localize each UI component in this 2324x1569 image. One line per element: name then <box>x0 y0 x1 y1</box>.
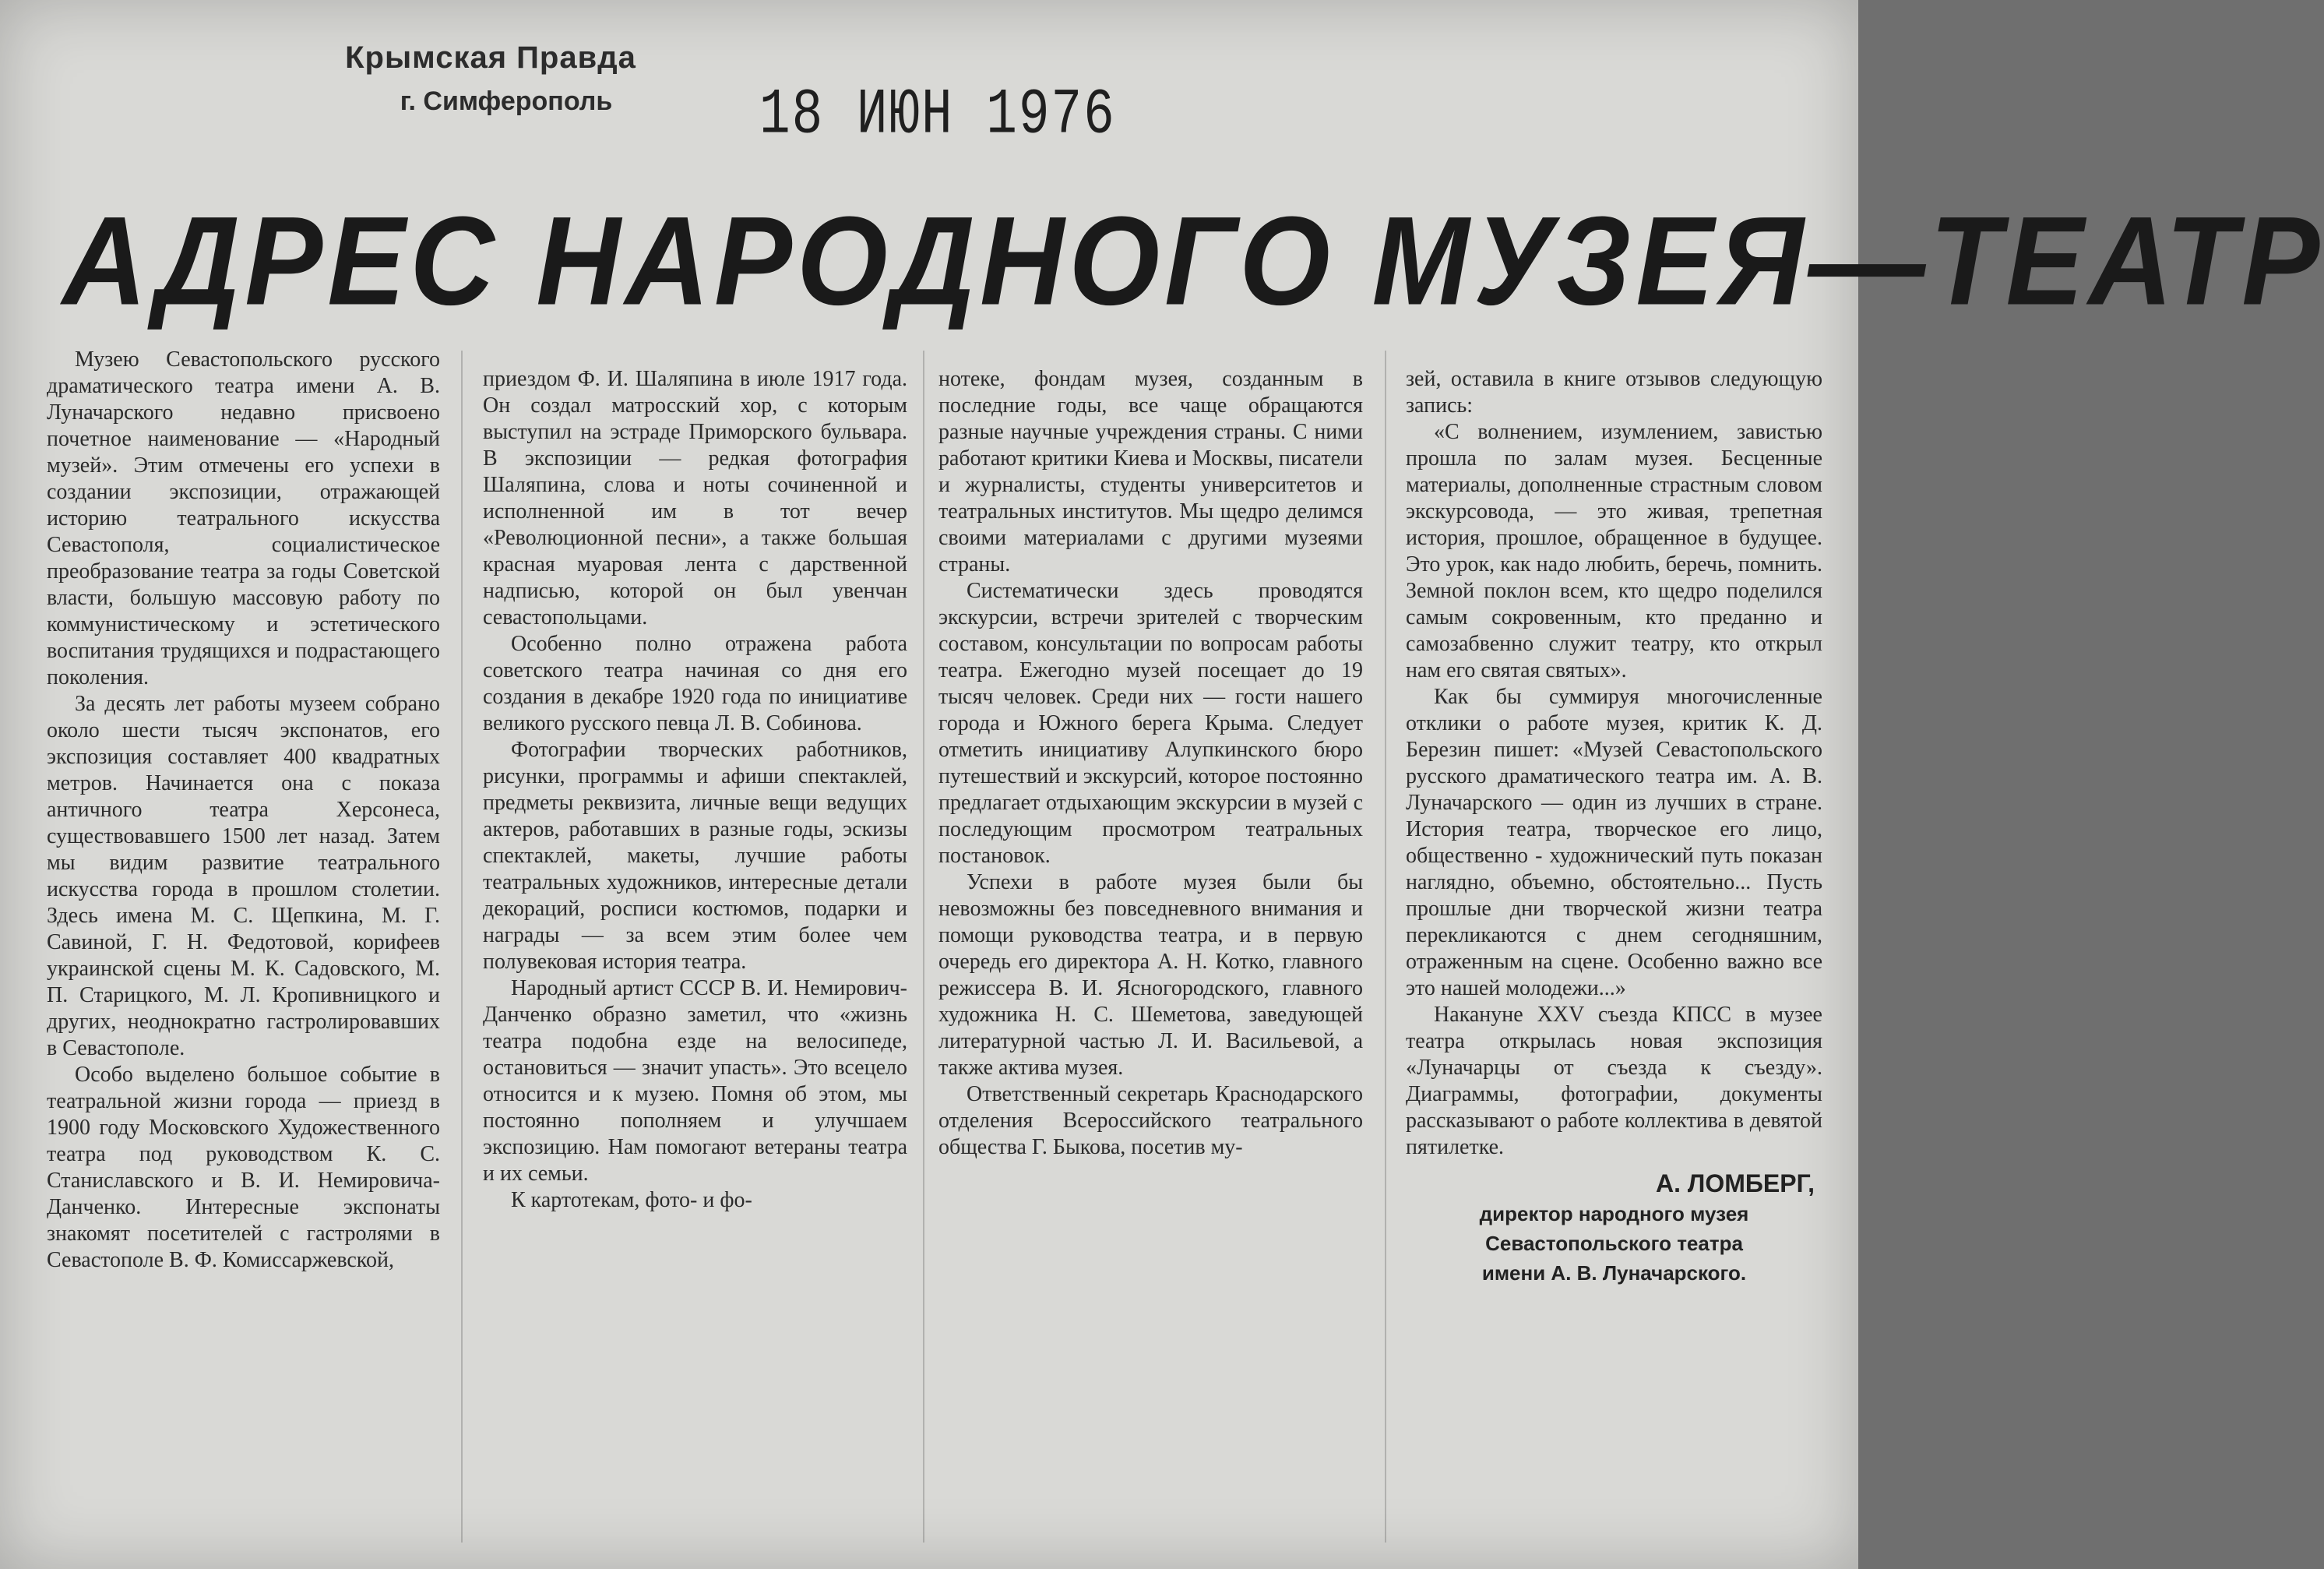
newspaper-name: Крымская Правда <box>345 41 636 75</box>
paragraph: «С волнением, изумлением, завистью прошла по залам музея. Бесценные материалы, дополненные страстным словом экскурсовода, — это живая, трепетная история, прошлое, обращенное в будущее. Это урок, как надо любить, беречь, помнить. Земной поклон всем, кто щедро поделился самым сокровенным, кто преданно и самозабвенно служит театру, кто открыл нам его святая святых». <box>1406 420 1822 682</box>
article-column-4 <box>1406 366 1822 1285</box>
author-name: А. ЛОМБЕРГ, <box>1656 1169 1815 1197</box>
column-divider <box>923 351 924 1543</box>
date-stamp: 18 ИЮН 1976 <box>759 78 1116 152</box>
author-position: Севастопольского театра <box>1485 1232 1743 1255</box>
paragraph: Особо выделено большое событие в театральной жизни города — приезд в 1900 году Московского Художественного театра под руководством К. С. Станиславского и В. И. Немировича-Данченко. Интересные экспонаты знакомят посетителей с гастролями в Севастополе В. Ф. Комиссаржевской, <box>47 1063 440 1272</box>
paragraph: Накануне XXV съезда КПСС в музее театра открылась новая экспозиция «Луначарцы от съезда к съезду». Диаграммы, фотографии, документы рассказывают о работе коллектива в девятой пятилетке. <box>1406 1003 1822 1159</box>
paragraph: зей, оставила в книге отзывов следующую запись: <box>1406 367 1822 418</box>
paragraph: Фотографии творческих работников, рисунки, программы и афиши спектаклей, предметы реквизита, личные вещи ведущих актеров, работавших в разные годы, эскизы спектаклей, макеты, лучшие работы театральных художников, интересные детали декораций, росписи костюмов, подарки и награды — за всем этим более чем полувековая история театра. <box>483 738 907 974</box>
author-signature <box>1406 1170 1822 1285</box>
article-headline: АДРЕС НАРОДНОГО МУЗЕЯ—ТЕАТР <box>62 189 2324 332</box>
paragraph: Систематически здесь проводятся экскурсии, встречи зрителей с творческим составом, консультации по вопросам работы театра. Ежегодно музей посещает до 19 тысяч человек. Среди них — гости нашего города и Южного берега Крыма. Следует отметить инициативу Алупкинского бюро путешествий и экскурсий, которое постоянно предлагает отдыхающим экскурсии в музей с последующим просмотром театральных постановок. <box>938 579 1363 868</box>
article-column-1 <box>47 347 440 1274</box>
article-column-3 <box>938 366 1363 1161</box>
paragraph: Народный артист СССР В. И. Немирович-Данченко образно заметил, что «жизнь театра подобна езде на велосипеде, остановиться — значит упасть». Это всецело относится и к музею. Помня об этом, мы постоянно пополняем и улучшаем экспозицию. Нам помогают ветераны театра и их семьи. <box>483 976 907 1186</box>
paragraph: К картотекам, фото- и фо- <box>511 1188 752 1212</box>
newspaper-city: г. Симферополь <box>400 86 613 116</box>
column-divider <box>1385 351 1386 1543</box>
paragraph: нотеке, фондам музея, созданным в последние годы, все чаще обращаются разные научные учреждения страны. С ними работают критики Киева и Москвы, писатели и журналисты, студенты университетов и театральных институтов. Мы щедро делимся своими материалами с другими музеями страны. <box>938 367 1363 576</box>
newspaper-stamp <box>273 41 709 117</box>
paragraph: Успехи в работе музея были бы невозможны без повседневного внимания и помощи руководства театра, и в первую очередь его директора А. Н. Котко, главного режиссера В. И. Ясногородского, главного художника Н. С. Шеметова, заведующей литературной частью Л. И. Васильевой, а также актива музея. <box>938 870 1363 1080</box>
author-position: директор народного музея <box>1479 1202 1749 1225</box>
column-divider <box>461 351 463 1543</box>
paragraph: Ответственный секретарь Краснодарского отделения Всероссийского театрального общества Г. Быкова, посетив му- <box>938 1082 1363 1159</box>
paragraph: Как бы суммируя многочисленные отклики о работе музея, критик К. Д. Березин пишет: «Музей Севастопольского русского драматического театра им. А. В. Луначарского — один из лучших в стране. История театра, творческое его лицо, общественно - художнический путь показан наглядно, объемно, обстоятельно... Пусть прошлые дни творческой жизни театра перекликаются с днем сегодняшним, отраженным на сцене. Особенно важно все это нашей молодежи...» <box>1406 685 1822 1000</box>
paragraph: приездом Ф. И. Шаляпина в июле 1917 года. Он создал матросский хор, с которым выступил на эстраде Приморского бульвара. В экспозиции — редкая фотография Шаляпина, слова и ноты сочиненной и исполненной им в тот вечер «Революционной песни», а также большая красная муаровая лента с дарственной надписью, которой он был увенчан севастопольцами. <box>483 367 907 629</box>
paragraph: Музею Севастопольского русского драматического театра имени А. В. Луначарского недавно присвоено почетное наименование — «Народный музей». Этим отмечены его успехи в создании экспозиции, отражающей историю театрального искусства Севастополя, социалистическое преобразование театра за годы Советской власти, большую массовую работу по коммунистическому и эстетического воспитания трудящихся и подрастающего поколения. <box>47 347 440 689</box>
paragraph: Особенно полно отражена работа советского театра начиная со дня его создания в декабре 1920 года по инициативе великого русского певца Л. В. Собинова. <box>483 632 907 735</box>
article-column-2 <box>483 366 907 1214</box>
paragraph: За десять лет работы музеем собрано около шести тысяч экспонатов, его экспозиция составляет 400 квадратных метров. Начинается она с показа античного театра Херсонеса, существовавшего 1500 лет назад. Затем мы видим развитие театрального искусства города в прошлом столетии. Здесь имена М. С. Щепкина, М. Г. Савиной, Г. Н. Федотовой, корифеев украинской сцены М. К. Садовского, М. П. Старицкого, М. Л. Кропивницкого и других, неоднократно гастролировавших в Севастополе. <box>47 692 440 1060</box>
author-position: имени А. В. Луначарского. <box>1481 1261 1747 1285</box>
